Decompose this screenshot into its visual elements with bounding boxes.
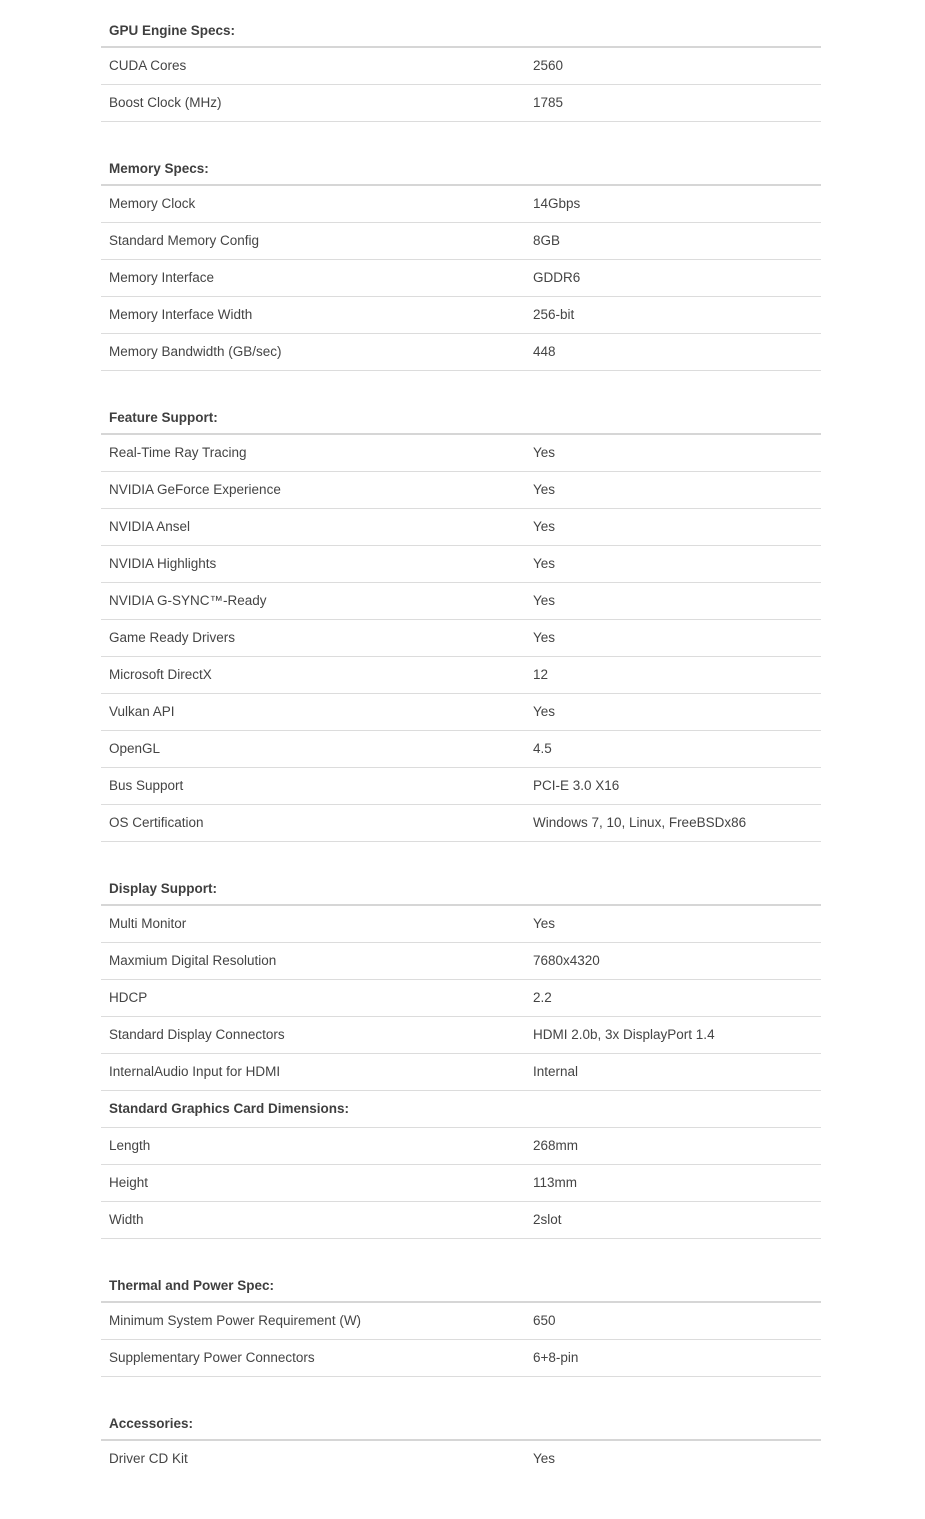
section-heading: Accessories: <box>101 1405 821 1441</box>
spec-label: Memory Interface Width <box>109 307 253 322</box>
spec-label: Multi Monitor <box>109 916 187 931</box>
spec-label: Memory Bandwidth (GB/sec) <box>109 344 282 359</box>
spec-label: NVIDIA GeForce Experience <box>109 482 281 497</box>
spec-label: Length <box>109 1138 151 1153</box>
spec-value: Windows 7, 10, Linux, FreeBSDx86 <box>533 815 747 830</box>
spec-label: Standard Memory Config <box>109 233 260 248</box>
spec-row <box>101 1165 821 1202</box>
spec-section <box>101 150 821 371</box>
spec-row <box>101 694 821 731</box>
section-heading: Thermal and Power Spec: <box>101 1267 821 1303</box>
spec-row <box>101 509 821 546</box>
section-heading: Memory Specs: <box>101 150 821 186</box>
spec-value: Yes <box>533 556 556 571</box>
spec-row <box>101 297 821 334</box>
spec-value: Yes <box>533 445 556 460</box>
spec-value: 256-bit <box>533 307 575 322</box>
spec-label: NVIDIA Ansel <box>109 519 191 534</box>
spec-row <box>101 731 821 768</box>
spec-row <box>101 48 821 85</box>
spec-value: 2560 <box>533 58 564 73</box>
subsection-heading: Standard Graphics Card Dimensions: <box>101 1091 821 1128</box>
spec-value: 12 <box>533 667 549 682</box>
spec-value: 2.2 <box>533 990 552 1005</box>
spec-row <box>101 186 821 223</box>
spec-row <box>101 435 821 472</box>
section-heading: Feature Support: <box>101 399 821 435</box>
spec-section <box>101 1267 821 1377</box>
spec-value: Yes <box>533 593 556 608</box>
spec-row <box>101 620 821 657</box>
spec-section <box>101 870 821 1239</box>
spec-value: 1785 <box>533 95 564 110</box>
spec-row <box>101 472 821 509</box>
spec-row <box>101 768 821 805</box>
spec-row <box>101 657 821 694</box>
spec-label: Memory Clock <box>109 196 196 211</box>
spec-row <box>101 334 821 371</box>
spec-label: Standard Display Connectors <box>109 1027 285 1042</box>
spec-label: Vulkan API <box>109 704 175 719</box>
spec-row <box>101 1128 821 1165</box>
spec-label: Driver CD Kit <box>109 1451 188 1466</box>
spec-label: Game Ready Drivers <box>109 630 236 645</box>
spec-row <box>101 1017 821 1054</box>
spec-value: Yes <box>533 630 556 645</box>
spec-label: Width <box>109 1212 144 1227</box>
spec-label: Real-Time Ray Tracing <box>109 445 247 460</box>
section-heading: Display Support: <box>101 870 821 906</box>
spec-section <box>101 1405 821 1478</box>
spec-row <box>101 546 821 583</box>
spec-label: HDCP <box>109 990 148 1005</box>
spec-label: OpenGL <box>109 741 161 756</box>
spec-value: PCI-E 3.0 X16 <box>533 778 620 793</box>
spec-label: NVIDIA Highlights <box>109 556 217 571</box>
spec-value: Internal <box>533 1064 579 1079</box>
spec-value: HDMI 2.0b, 3x DisplayPort 1.4 <box>533 1027 715 1042</box>
spec-value: Yes <box>533 1451 556 1466</box>
spec-label: CUDA Cores <box>109 58 187 73</box>
spec-row <box>101 1202 821 1239</box>
spec-row <box>101 943 821 980</box>
spec-row <box>101 85 821 122</box>
spec-row <box>101 1303 821 1340</box>
spec-value: 448 <box>533 344 556 359</box>
spec-row <box>101 1340 821 1377</box>
spec-value: 650 <box>533 1313 556 1328</box>
spec-row <box>101 583 821 620</box>
spec-row <box>101 1054 821 1091</box>
spec-value: Yes <box>533 916 556 931</box>
spec-row <box>101 1441 821 1478</box>
spec-label: Memory Interface <box>109 270 215 285</box>
spec-label: Maxmium Digital Resolution <box>109 953 277 968</box>
spec-value: 2slot <box>533 1212 562 1227</box>
spec-label: Microsoft DirectX <box>109 667 212 682</box>
spec-row <box>101 805 821 842</box>
spec-table <box>101 12 821 1478</box>
spec-label: Height <box>109 1175 149 1190</box>
section-heading: GPU Engine Specs: <box>101 12 821 48</box>
spec-value: 268mm <box>533 1138 579 1153</box>
spec-label: Supplementary Power Connectors <box>109 1350 315 1365</box>
spec-value: Yes <box>533 482 556 497</box>
spec-value: 113mm <box>533 1175 578 1190</box>
spec-label: Minimum System Power Requirement (W) <box>109 1313 362 1328</box>
spec-row <box>101 906 821 943</box>
spec-row <box>101 260 821 297</box>
spec-value: Yes <box>533 704 556 719</box>
spec-section <box>101 399 821 842</box>
spec-value: 8GB <box>533 233 561 248</box>
spec-label: OS Certification <box>109 815 204 830</box>
spec-value: GDDR6 <box>533 270 581 285</box>
spec-label: Bus Support <box>109 778 184 793</box>
spec-value: 6+8-pin <box>533 1350 579 1365</box>
spec-label: InternalAudio Input for HDMI <box>109 1064 281 1079</box>
spec-label: NVIDIA G-SYNC™-Ready <box>109 593 267 608</box>
spec-section <box>101 12 821 122</box>
spec-label: Boost Clock (MHz) <box>109 95 222 110</box>
spec-value: 7680x4320 <box>533 953 600 968</box>
spec-value: 14Gbps <box>533 196 581 211</box>
spec-row <box>101 980 821 1017</box>
spec-row <box>101 223 821 260</box>
spec-value: 4.5 <box>533 741 552 756</box>
spec-value: Yes <box>533 519 556 534</box>
